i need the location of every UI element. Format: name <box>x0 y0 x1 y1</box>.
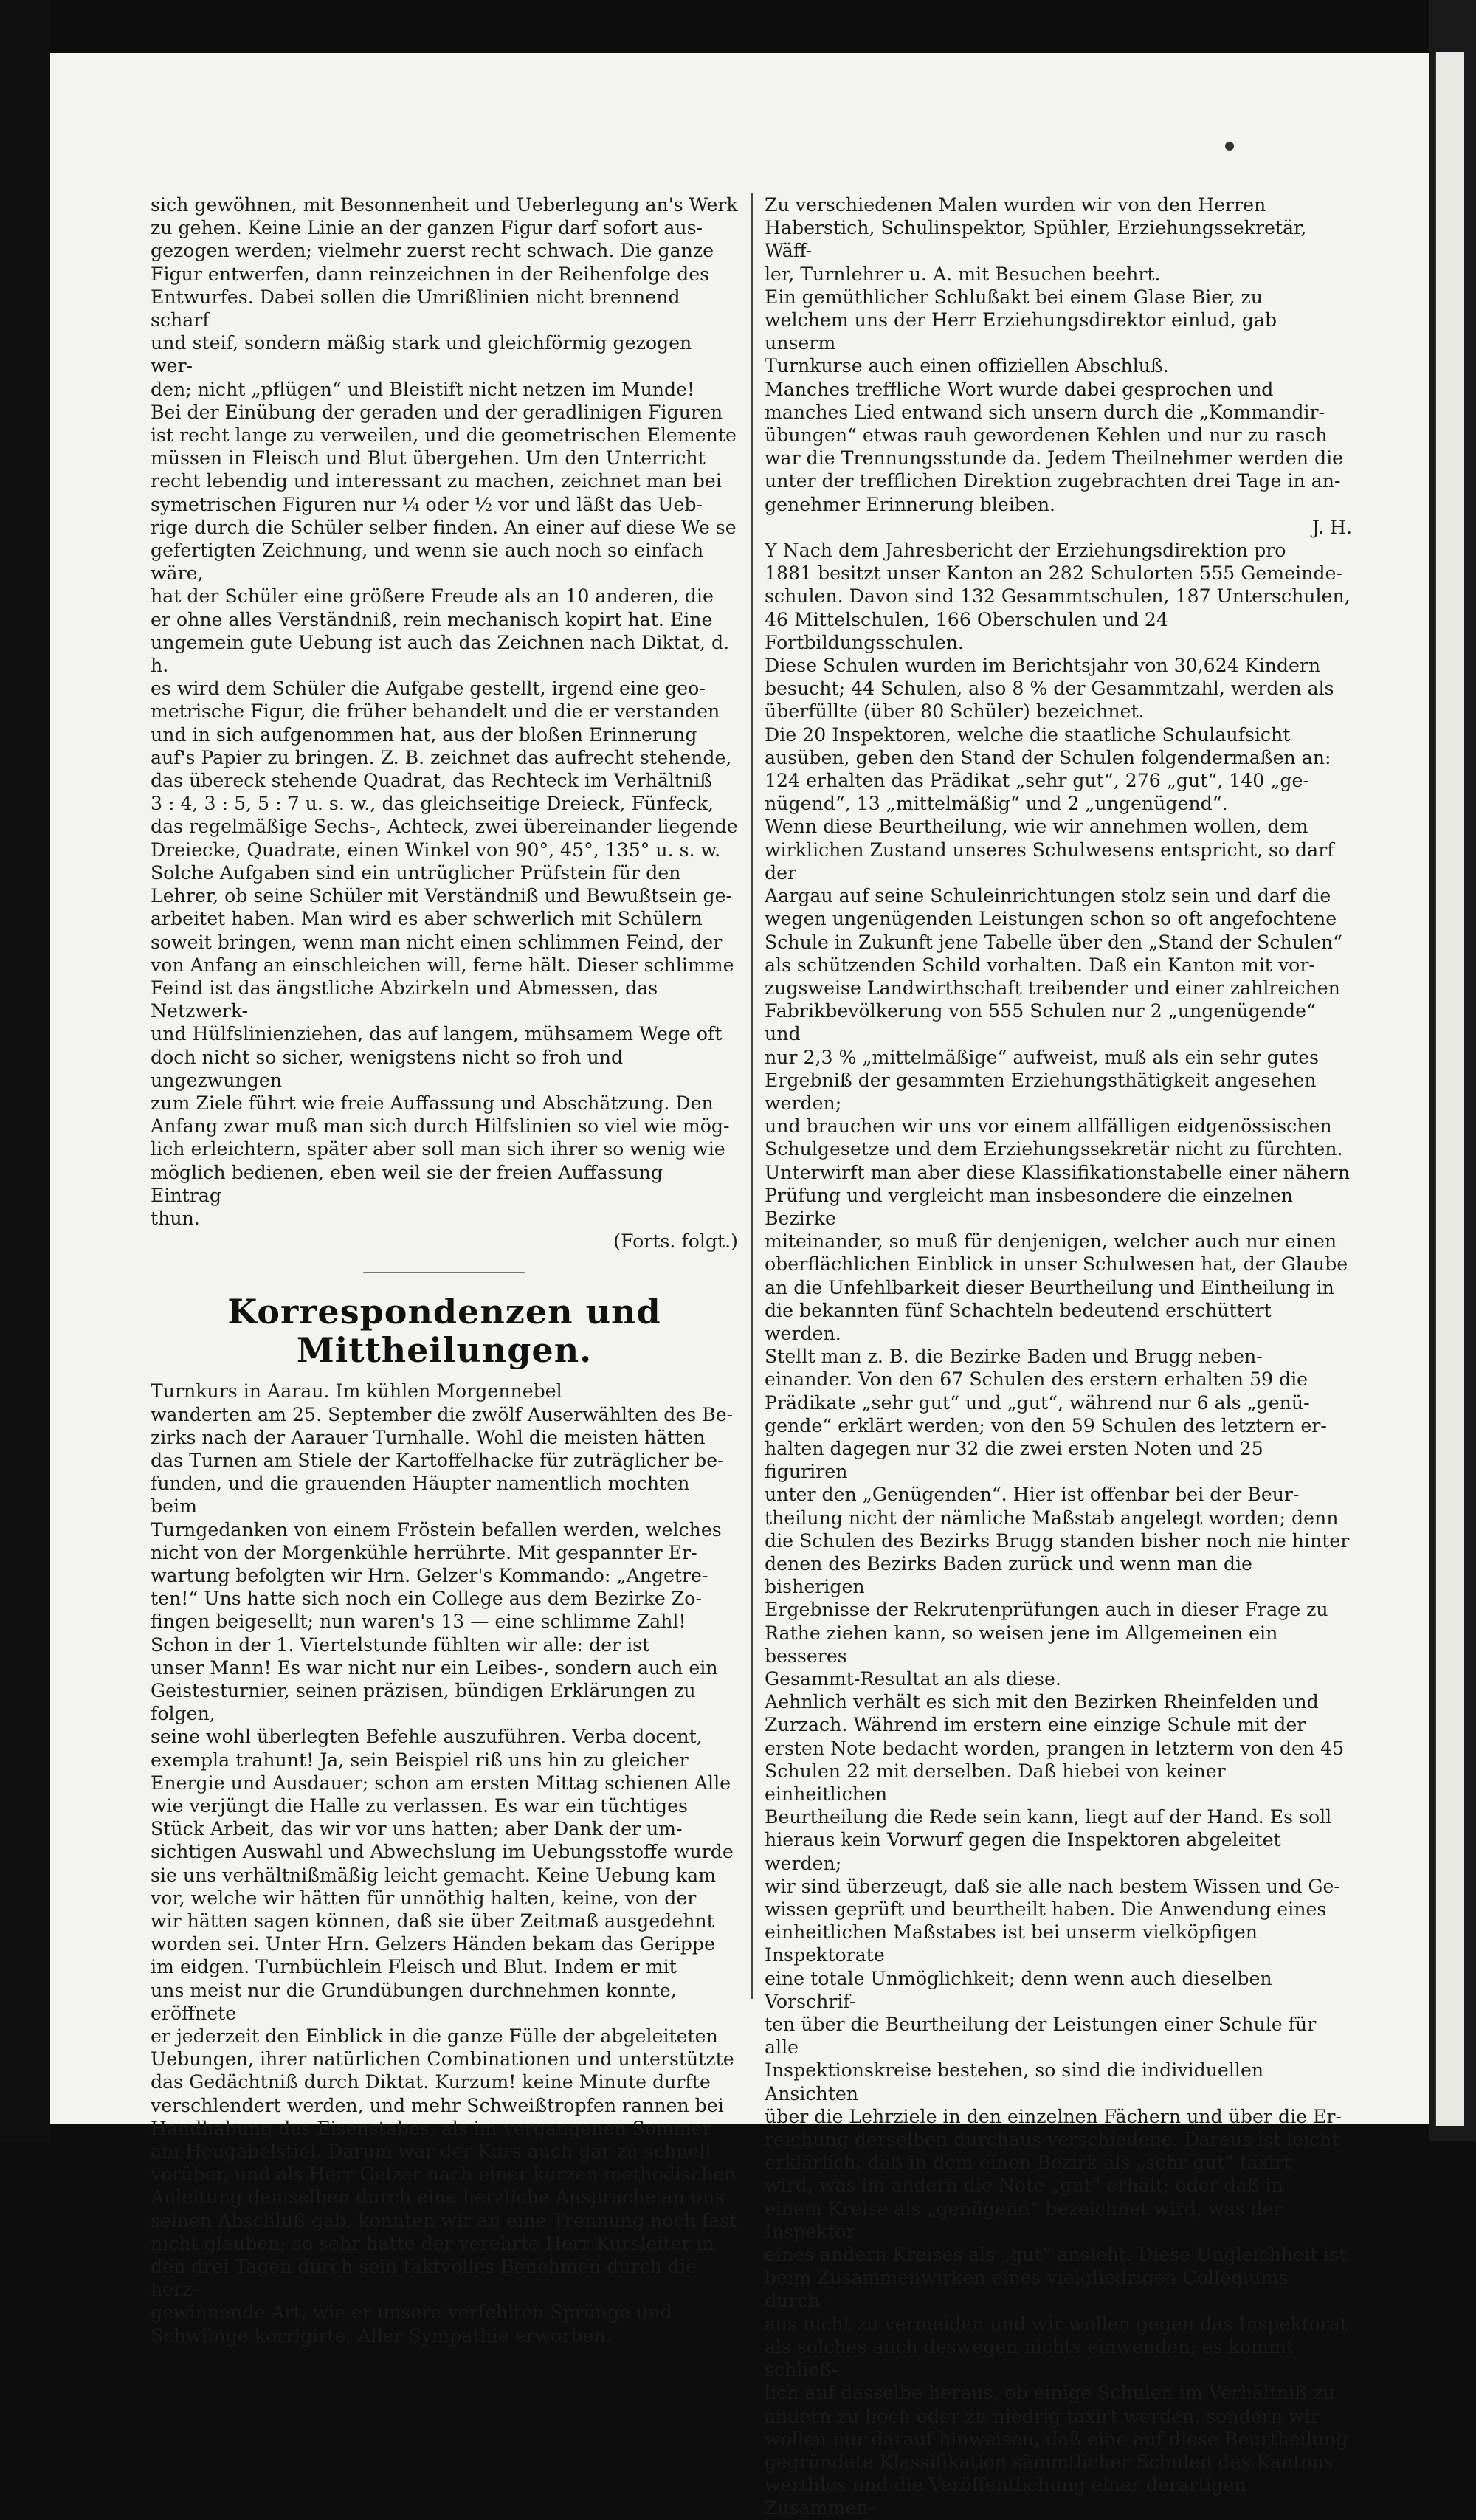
besuche-paragraph: Zu verschiedenen Malen wurden wir von den Herren Haberstich, Schulinspektor, Spühler, Erziehungssekretär, Wäff- ler, Turnlehrer u. A. mit Besuchen beehrt. <box>765 194 1307 285</box>
inspektoren-paragraph: Die 20 Inspektoren, welche die staatliche Schulaufsicht ausüben, geben den Stand der Schulen folgendermaßen an: 124 erhalten das Prädikat „sehr gut“, 276 „gut“, 140 „ge- nügend“, 13 „mittelmäßig“ und 2 „ungenügend“. <box>765 723 1331 815</box>
column-rule <box>751 193 753 1999</box>
continuation-note: (Forts. folgt.) <box>613 1230 738 1253</box>
drawing-lesson-paragraph: sich gewöhnen, mit Besonnenheit und Ueberlegung an's Werk zu gehen. Keine Linie an der ganzen Figur darf sofort aus- gezogen werden; vielmehr zuerst recht schwach. Die ganze Figur entwerfen, dann reinzeichnen in der Reihenfolge des Entwurfes. Dabei sollen die Umrißlinien nicht brennend scharf und steif, sondern mäßig stark und gleichförmig gezogen wer- den; nicht „pflügen“ und Bleistift nicht netzen im Munde! Bei der Einübung der geraden und der geradlinigen Figuren ist recht lange zu verweilen, und die geometrischen Elemente müssen in Fleisch und Blut übergehen. Um den Unterricht recht lebendig und interessant zu machen, zeichnet man bei symetrischen Figuren nur ¼ oder ½ vor und läßt das Ueb- rige durch die Schüler selber finden. An einer auf diese We se gefertigten Zeichnung, und wenn sie auch noch so einfach wäre, hat der Schüler eine größere Freude als an 10 anderen, die er ohne alles Verständniß, rein mechanisch kopirt hat. Eine ungemein gute Uebung ist auch das Zeichnen nach Diktat, d. h. es wird dem Schüler die Aufgabe gestellt, irgend eine geo- metrische Figur, die früher behandelt und die er verstanden und in sich aufgenommen hat, aus der bloßen Erinnerung auf's Papier zu bringen. Z. B. zeichnet das aufrecht stehende, das übereck stehende Quadrat, das Rechteck im Verhältniß 3 : 4, 3 : 5, 5 : 7 u. s. w., das gleichseitige Dreieck, Fünfeck, das regelmäßige Sechs-, Achteck, zwei übereinander liegende Dreiecke, Quadrate, einen Winkel von 90°, 45°, 135° u. s. w. Solche Aufgaben sind ein untrüglicher Prüfstein für den Lehrer, ob seine Schüler mit Verständniß und Bewußtsein ge- arbeitet haben. Man wird es aber schwerlich mit Schülern soweit bringen, wenn man nicht einen schlimmen Feind, der von Anfang an einschleichen will, ferne hält. Dieser schlimme Feind ist das ängstliche Abzirkeln und Abmessen, das Netzwerk- und Hülfslinienziehen, das auf langem, mühsamem Wege oft doch nicht so sicher, wenigstens nicht so froh und ungezwungen zum Ziele führt wie freie Auffassung und Abschätzung. Den Anfang zwar muß man sich durch Hilfslinien so viel wie mög- lich erleichtern, später aber soll man sich ihrer so wenig wie möglich bedienen, eben weil sie der freien Auffassung Eintrag thun. <box>151 194 738 1229</box>
schlussakt-paragraph: Ein gemüthlicher Schlußakt bei einem Glase Bier, zu welchem uns der Herr Erziehungsdirektor einlud, gab unserm Turnkurse auch einen offiziellen Abschluß. <box>765 286 1277 377</box>
stellt-paragraph: Stellt man z. B. die Bezirke Baden und Brugg neben- einander. Von den 67 Schulen des erstern erhalten 59 die Prädikate „sehr gut“ und „gut“, während nur 6 als „genü- gende“ erklärt werden; von den 59 Schulen des letztern er- halten dagegen nur 32 die zwei ersten Noten und 25 figuriren unter den „Genügenden“. Hier ist offenbar bei der Beur- theilung nicht der nämliche Maßstab angelegt worden; denn die Schulen des Bezirks Brugg standen bisher noch nie hinter denen des Bezirks Baden zurück und wenn man die bisherigen Ergebnisse der Rekrutenprüfungen auch in dieser Frage zu Rathe ziehen kann, so weisen jene im Allgemeinen ein besseres Gesammt-Resultat an als diese. <box>765 1346 1350 1690</box>
schon-paragraph: Schon in der 1. Viertelstunde fühlten wir alle: der ist unser Mann! Es war nicht nur ein Leibes-, sondern auch ein Geistesturnier, seinen präzisen, bündigen Erklärungen zu folgen, seine wohl überlegten Befehle auszuführen. Verba docent, exempla trahunt! Ja, sein Beispiel riß uns hin zu gleicher Energie und Ausdauer; schon am ersten Mittag schienen Alle wie verjüngt die Halle zu verlassen. Es war ein tüchtiges Stück Arbeit, das wir vor uns hatten; aber Dank der um- sichtigen Auswahl und Abwechslung im Uebungsstoffe wurde sie uns verhältnißmäßig leicht gemacht. Keine Uebung kam vor, welche wir hätten für unnöthig halten, keine, von der wir hätten sagen können, daß sie über Zeitmaß ausgedehnt worden sei. Unter Hrn. Gelzers Händen bekam das Gerippe im eidgen. Turnbüchlein Fleisch und Blut. Indem er mit uns meist nur die Grundübungen durchnehmen konnte, eröffnete er jederzeit den Einblick in die ganze Fülle der abgeleiteten Uebungen, ihrer natürlichen Combinationen und unterstützte das Gedächtniß durch Diktat. Kurzum! keine Minute durfte verschlendert werden, und mehr Schweißtropfen rannen bei Handhabung des Eisenstabes, als im vergangenen Sommer am Heugabelstiel. Darum war der Kurs auch gar zu schnell vorüber, und als Herr Gelzer nach einer kurzen methodischen Anleitung demselben durch eine herzliche Ansprache an uns seinen Abschluß gab, konnten wir an eine Trennung noch fast nicht glauben; so sehr hatte der verehrte Herr Kursleiter in den drei Tagen durch sein taktvolles Benehmen durch die herz- gewinnende Art, wie er unsere verfehlten Sprünge und Schwünge korrigirte, Aller Sympathie erworben. <box>151 1633 737 2347</box>
author-signature: J. H. <box>1311 516 1352 538</box>
unterwirft-paragraph: Unterwirft man aber diese Klassifikationstabelle einer nähern Prüfung und vergleicht man insbesondere die einzelnen Bezirke miteinander, so muß für denjenigen, welcher auch nur einen oberflächlichen Einblick in unser Schulwesen hat, der Glaube an die Unfehlbarkeit dieser Beurtheilung und Eintheilung in die bekannten fünf Schachteln bedeutend erschüttert werden. <box>765 1161 1351 1344</box>
beurtheilung-paragraph: Wenn diese Beurtheilung, wie wir annehmen wollen, dem wirklichen Zustand unseres Schulwesens entspricht, so darf der Aargau auf seine Schuleinrichtungen stolz sein und darf die wegen ungenügenden Leistungen schon so oft angefochtene Schule in Zukunft jene Tabelle über den „Stand der Schulen“ als schützenden Schild vorhalten. Daß ein Kanton mit vor- zugsweise Landwirthschaft treibender und einer zahlreichen Fabrikbevölkerung von 555 Schulen nur 2 „ungenügende“ und nur 2,3 % „mittelmäßige“ aufweist, muß als ein sehr gutes Ergebniß der gesammten Erziehungsthätigkeit angesehen werden; und brauchen wir uns vor einem allfälligen eidgenössischen Schulgesetze und dem Erziehungssekretär nicht zu fürchten. <box>765 816 1343 1160</box>
manches-paragraph: Manches treffliche Wort wurde dabei gesprochen und manches Lied entwand sich unsern durch die „Kommandir- übungen“ etwas rauh gewordenen Kehlen und nur zu rasch war die Trennungsstunde da. Jedem Theilnehmer werden die unter der trefflichen Direktion zugebrachten drei Tage in an- genehmer Erinnerung bleiben. <box>765 378 1344 515</box>
section-divider <box>363 1272 525 1273</box>
right-column <box>765 193 1352 2520</box>
aehnlich-paragraph: Aehnlich verhält es sich mit den Bezirken Rheinfelden und Zurzach. Während im erstern eine einzige Schule mit der ersten Note bedacht worden, prangen in letzterm von den 45 Schulen 22 mit derselben. Daß hiebei von keiner einheitlichen Beurtheilung die Rede sein kann, liegt auf der Hand. Es soll hieraus kein Vorwurf gegen die Inspektoren abgeleitet werden; wir sind überzeugt, daß sie alle nach bestem Wissen und Ge- wissen geprüft und beurtheilt haben. Die Anwendung eines einheitlichen Maßstabes ist bei unserm vielköpfigen Inspektorate eine totale Unmöglichkeit; denn wenn auch dieselben Vorschrif- ten über die Beurtheilung der Leistungen einer Schule für alle Inspektionskreise bestehen, so sind die individuellen Ansichten über die Lehrziele in den einzelnen Fächern und über die Er- reichung derselben durchaus verschiedene. Daraus ist leicht erklärlich, daß in dem einen Bezirk als „sehr gut“ taxirt wird, was im andern die Note „gut“ erhält; oder daß in einem Kreise als „genügend“ bezeichnet wird, was der Inspektor eines andern Kreises als „gut“ ansieht. Diese Ungleichheit ist beim Zusammenwirken eines vielgliedrigen Collegiums durch- aus nicht zu vermeiden und wir wollen gegen das Inspektorat als solches auch deswegen nichts einwenden; es kommt schließ- lich auf dasselbe heraus, ob einige Schulen im Verhältniß zu andern zu hoch oder zu niedrig taxirt werden, sondern wir wollen nur darauf hinweisen, daß eine auf diese Beurtheilung gegründete Klassifikation sämmtlicher Schulen des Kantons werthlos und die Veröffentlichung einer derartigen Zusammen- <box>765 1691 1348 2519</box>
section-heading: Korrespondenzen und Mittheilungen. <box>227 1292 661 1371</box>
jahresbericht-paragraph: Y Nach dem Jahresbericht der Erziehungsdirektion pro 1881 besitzt unser Kanton an 282 Schulorten 555 Gemeinde- schulen. Davon sind 132 Gesammtschulen, 187 Unterschulen, 46 Mittelschulen, 166 Oberschulen und 24 Fortbildungsschulen. Diese Schulen wurden im Berichtsjahr von 30,624 Kindern besucht; 44 Schulen, also 8 % der Gesammtzahl, werden als überfüllte (über 80 Schüler) bezeichnet. <box>765 540 1351 723</box>
ink-spot <box>1225 142 1234 151</box>
next-page-edge <box>1435 52 1464 2126</box>
scan-left-edge <box>0 0 50 2141</box>
turnkurs-paragraph: Turnkurs in Aarau. Im kühlen Morgennebel wanderten am 25. September die zwölf Auserwählten des Be- zirks nach der Aarauer Turnhalle. Wohl die meisten hätten das Turnen am Stiele der Kartoffelhacke für zuträglicher be- funden, und die grauenden Häupter namentlich mochten beim Turngedanken von einem Fröstein befallen werden, welches nicht von der Morgenkühle herrührte. Mit gespannter Er- wartung befolgten wir Hrn. Gelzer's Kommando: „Angetre- ten!“ Uns hatte sich noch ein College aus dem Bezirke Zo- fingen beigesellt; nun waren's 13 — eine schlimme Zahl! <box>151 1380 734 1633</box>
left-column <box>151 193 738 2347</box>
